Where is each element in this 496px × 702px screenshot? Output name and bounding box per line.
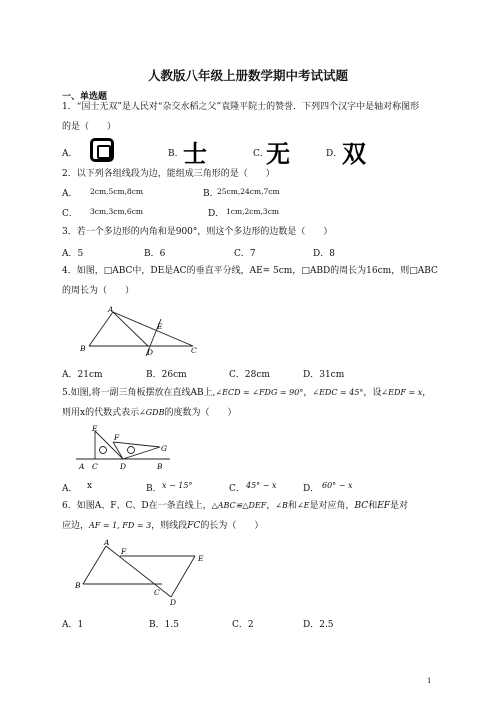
q5-label-f: F	[114, 433, 120, 442]
q5-math-2b: ∠GDB	[139, 408, 165, 417]
q1-option-c-label: C．	[253, 149, 269, 159]
q6-segment-ed	[171, 556, 195, 597]
q6-text-2a: 应边，	[62, 521, 90, 531]
q5-option-c: 45° − x	[246, 481, 277, 490]
q4-label-b: B	[80, 344, 86, 353]
q2-option-c: 3cm,3cm,6cm	[90, 207, 144, 216]
q5-math-1d: ∠EDC = 45°	[312, 388, 364, 397]
q5-text-1a: 5.如图,将一副三角板摆放在直线AB上,	[62, 388, 216, 398]
q4-label-e: E	[157, 322, 163, 331]
q6-label-b: B	[75, 581, 81, 590]
q3-option-c: C．7	[234, 249, 256, 259]
q3-option-d: D．8	[313, 249, 335, 259]
q5-math-1b: ∠ECD = ∠FDG = 90°	[215, 388, 304, 397]
q6-math-1d: ∠B	[275, 501, 288, 510]
q2-option-d: 1cm,2cm,3cm	[226, 207, 280, 216]
q6-text-2e: 的长为（ ）	[200, 521, 264, 531]
q5-label-b: B	[157, 462, 163, 471]
q4-option-d: D．31cm	[303, 370, 345, 380]
q6-option-c: C．2	[232, 620, 254, 630]
q6-math-2b: AF = 1, FD = 3	[89, 521, 152, 530]
q3-stem: 3．若一个多边形的内角和是900°，则这个多边形的边数是（ ）	[62, 227, 333, 237]
q6-label-a: A	[104, 538, 110, 547]
q2-option-d-label: D．	[208, 209, 225, 219]
q3-option-b: B．6	[144, 249, 166, 259]
q1-option-a-label: A．	[62, 149, 78, 159]
q5-text-2c: 的度数为（ ）	[164, 408, 237, 418]
section-heading: 一、单选题	[62, 92, 108, 102]
q6-math-2d: FC	[187, 521, 201, 531]
q5-text-1g: ，	[422, 388, 432, 398]
q1-option-d-label: D．	[326, 149, 343, 159]
q4-stem-line1: 4．如图，□ABC中，DE是AC的垂直平分线，AE= 5cm，□ABD的周长为16cm，则□ABC	[62, 266, 438, 276]
q6-text-1c: ，	[266, 501, 276, 511]
q6-label-c: C	[154, 588, 160, 597]
q5-text-1e: ，设	[363, 388, 382, 398]
q4-option-a: A．21cm	[62, 370, 103, 380]
page-title: 人教版八年级上册数学期中考试试题	[148, 68, 349, 83]
q6-option-d: D．2.5	[303, 620, 334, 630]
q6-math-1h: BC	[354, 501, 369, 511]
q6-math-1b: △ABC≌△DEF	[211, 501, 267, 510]
q1-option-b-label: B．	[168, 149, 184, 159]
q4-option-b: B．26cm	[146, 370, 187, 380]
q6-text-1a: 6．如图A、F、C、D在一条直线上，	[62, 501, 212, 511]
q5-option-c-label: C．	[229, 484, 245, 494]
q6-text-1g: 是对应角，	[309, 501, 355, 511]
q1-char-shuang: 双	[342, 140, 366, 168]
q6-math-1j: EF	[377, 501, 391, 511]
q5-option-a: x	[87, 481, 93, 491]
q5-label-e: E	[92, 424, 98, 433]
q5-option-d-label: D．	[303, 484, 320, 494]
q5-option-b: x − 15°	[162, 481, 193, 490]
q6-label-f: F	[121, 547, 127, 556]
q5-label-d: D	[120, 462, 127, 471]
q5-option-d: 60° − x	[322, 481, 353, 490]
q6-option-b: B．1.5	[149, 620, 179, 630]
q6-segment-ad	[106, 546, 171, 597]
q1-char-wu: 无	[266, 140, 290, 168]
q2-option-a-label: A．	[62, 189, 78, 199]
page-number: 1	[427, 677, 432, 685]
q5-label-g: G	[161, 444, 167, 453]
q3-option-a: A．5	[62, 249, 84, 259]
q6-text-2c: ，则线段	[151, 521, 188, 531]
q4-label-c: C	[191, 346, 197, 355]
q1-stem-line2: 的是（ ）	[62, 122, 117, 132]
q6-math-1f: ∠E	[296, 501, 310, 510]
q6-text-1e: 和	[287, 501, 297, 511]
q5-option-b-label: B．	[146, 484, 162, 494]
q1-char-shi: 士	[183, 140, 207, 168]
q4-option-c: C．28cm	[229, 370, 270, 380]
q6-text-1k: 是对	[390, 501, 409, 511]
q6-option-a: A．1	[62, 620, 84, 630]
q6-text-1i: 和	[368, 501, 378, 511]
q6-segment-ab	[83, 546, 106, 584]
q5-math-1f: ∠EDF = x	[381, 388, 423, 397]
q2-option-b: 25cm,24cm,7cm	[217, 187, 280, 196]
q2-stem: 2．以下列各组线段为边，能组成三角形的是（ ）	[62, 169, 275, 179]
q5-label-c: C	[92, 462, 98, 471]
q6-label-e: E	[198, 554, 204, 563]
q6-label-d: D	[170, 598, 177, 607]
q2-option-c-label: C．	[62, 209, 78, 219]
q2-option-a: 2cm,5cm,8cm	[90, 187, 144, 196]
q4-label-d: D	[147, 348, 154, 357]
q1-stem-line1: 1．“国士无双”是人民对“杂交水稻之父”袁隆平院士的赞誉．下列四个汉字中是轴对称图形	[62, 102, 420, 112]
q4-label-a: A	[108, 305, 114, 314]
q4-stem-line2: 的周长为（ ）	[62, 286, 135, 296]
q5-label-a: A	[79, 462, 85, 471]
q5-text-1c: ，	[303, 388, 313, 398]
q2-option-b-label: B．	[203, 189, 219, 199]
q5-option-a-label: A．	[62, 484, 78, 494]
q5-text-2a: 则用x的代数式表示	[62, 408, 140, 418]
